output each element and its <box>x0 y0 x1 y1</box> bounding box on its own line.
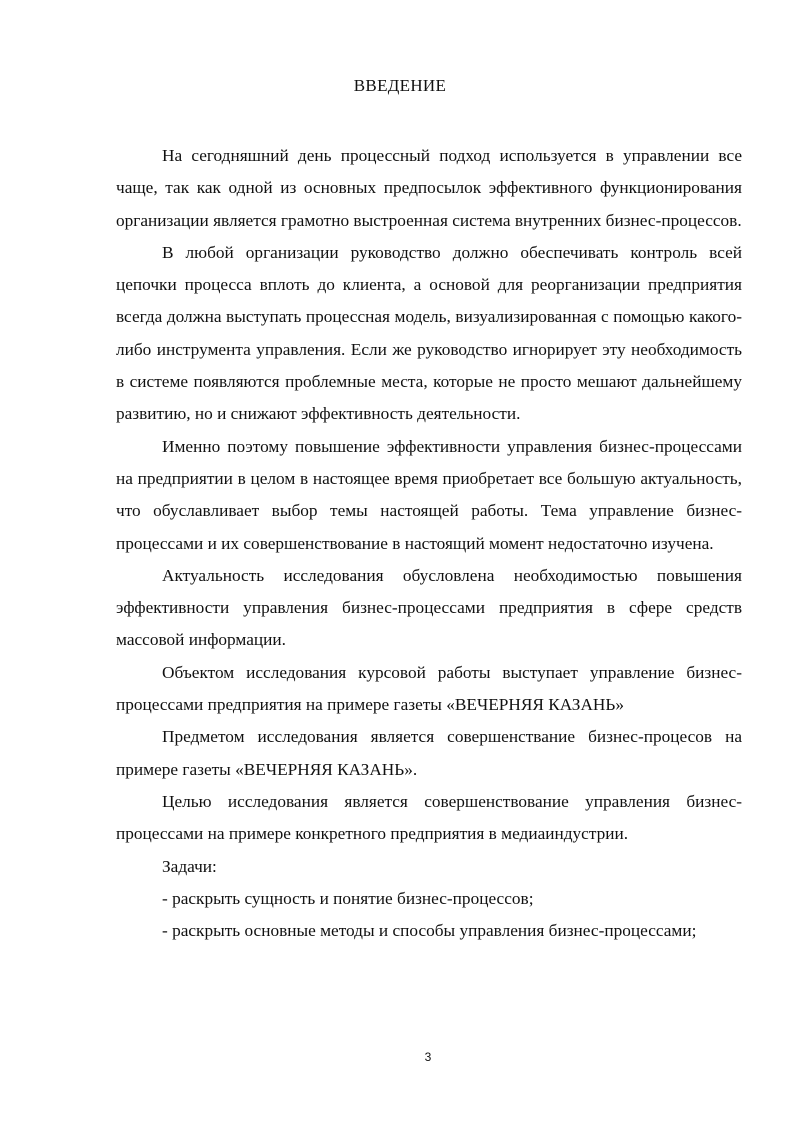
paragraph: Актуальность исследования обусловлена необходимостью повышения эффективности управления бизнес-процессами предприятия в сфере средств массовой информации. <box>116 565 742 650</box>
document-body <box>116 140 742 947</box>
list-item: - раскрыть сущность и понятие бизнес-процессов; <box>162 888 534 908</box>
page-title: ВВЕДЕНИЕ <box>353 76 447 95</box>
paragraph: Объектом исследования курсовой работы выступает управление бизнес-процессами предприятия на примере газеты «ВЕЧЕРНЯЯ КАЗАНЬ» <box>116 662 742 715</box>
paragraph: На сегодняшний день процессный подход используется в управлении все чаще, так как одной из основных предпосылок эффективного функционирования организации является грамотно выстроенная система внутренних бизнес-процессов. <box>116 146 742 230</box>
paragraph: В любой организации руководство должно обеспечивать контроль всей цепочки процесса вплоть до клиента, а основой для реорганизации предприятия всегда должна выступать процессная модель, визуализированная с помощью какого-либо инструмента управления. Если же руководство игнорирует эту необходимость в системе появляются проблемные места, которые не просто мешают дальнейшему развитию, но и снижают эффективность деятельности. <box>116 242 742 424</box>
tasks-heading: Задачи: <box>162 856 217 876</box>
paragraph: Предметом исследования является совершенствание бизнес-процесов на примере газеты «ВЕЧЕРНЯЯ КАЗАНЬ». <box>116 727 742 779</box>
page-number: 3 <box>424 1050 432 1064</box>
paragraph: Целью исследования является совершенствование управления бизнес-процессами на примере конкретного предприятия в медиаиндустрии. <box>116 791 742 844</box>
paragraph: Именно поэтому повышение эффективности управления бизнес-процессами на предприятии в целом в настоящее время приобретает все большую актуальность, что обуславливает выбор темы настоящей работы. Тема управление бизнес-процессами и их совершенствование в настоящий момент недостаточно изучена. <box>116 436 742 553</box>
list-item: - раскрыть основные методы и способы управления бизнес-процессами; <box>162 921 697 941</box>
